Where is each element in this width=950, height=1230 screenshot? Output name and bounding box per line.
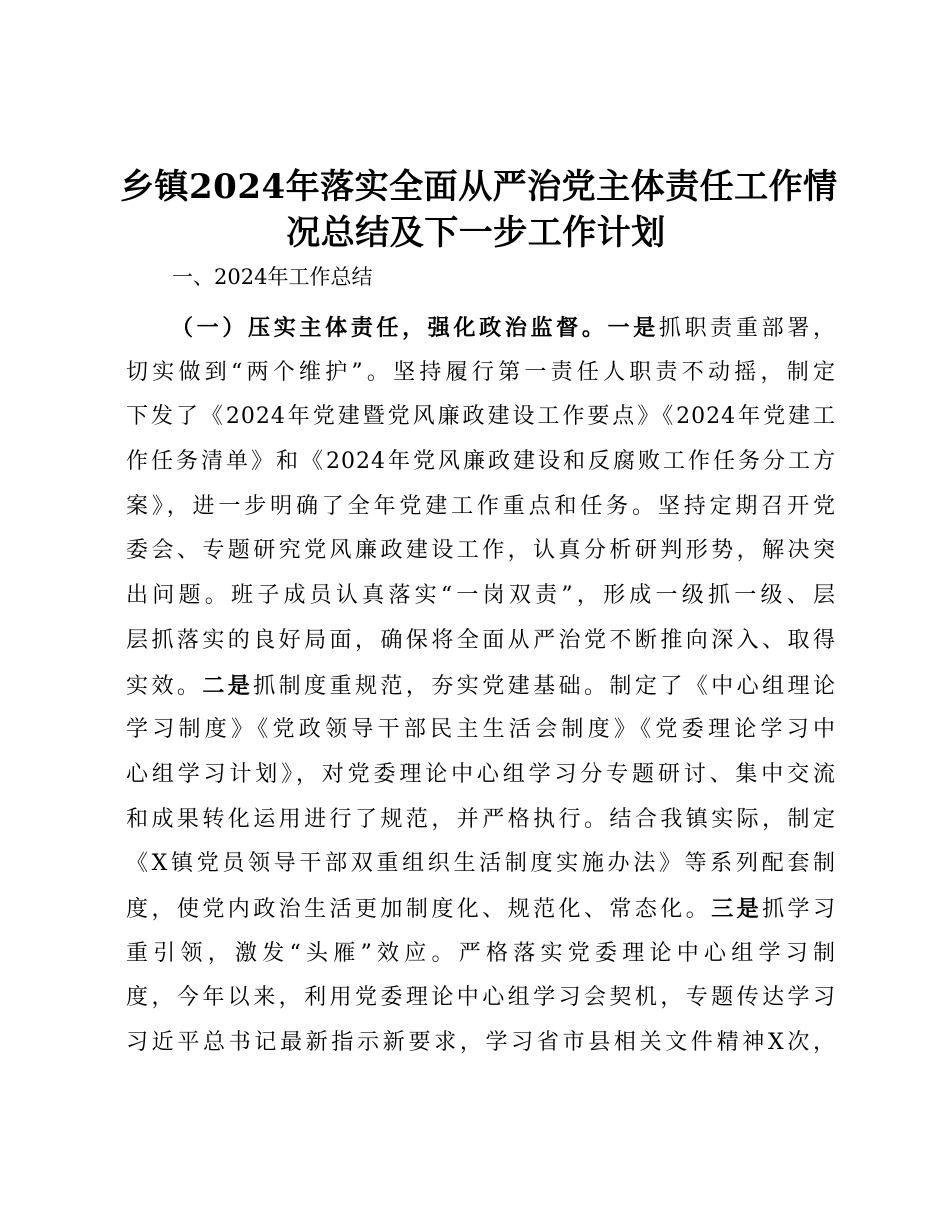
paragraph-line: 和成果转化运用进行了规范，并严格执行。结合我镇实际，制定 — [126, 806, 836, 832]
line-text: 度，使党内政治生活更加制度化、规范化、常态化。 — [126, 896, 712, 922]
paragraph-line — [126, 306, 836, 351]
paragraph-line: 习近平总书记最新指示新要求，学习省市县相关文件精神X次， — [126, 1030, 836, 1055]
document-title — [120, 164, 838, 256]
line-text: 抓制度重规范，夯实党建基础。制定了《中心组理论 — [253, 673, 836, 699]
paragraph-line: 心组学习计划》，对党委理论中心组学习分专题研讨、集中交流 — [126, 761, 836, 787]
section-heading: 一、2024年工作总结 — [172, 265, 373, 289]
paragraph-line: 下发了《2024年党建暨党风廉政建设工作要点》《2024年党建工 — [126, 404, 836, 430]
paragraph-line: 重引领，激发“头雁”效应。严格落实党委理论中心组学习制 — [126, 940, 836, 966]
line-text: 抓学习 — [762, 896, 836, 922]
title-line-2: 况总结及下一步工作计划 — [286, 213, 666, 253]
paragraph-line: 度，今年以来，利用党委理论中心组学习会契机，专题传达学习 — [126, 985, 836, 1011]
paragraph-line: 层抓落实的良好局面，确保将全面从严治党不断推向深入、取得 — [126, 627, 836, 653]
paragraph-line: 学习制度》《党政领导干部民主生活会制度》《党委理论学习中 — [126, 717, 836, 743]
subheading: （一）压实主体责任，强化政治监督。 — [171, 315, 608, 341]
title-line-1: 乡镇2024年落实全面从严治党主体责任工作情 — [120, 167, 838, 207]
line-text: 抓职责重部署， — [658, 316, 836, 341]
paragraph-line: 案》，进一步明确了全年党建工作重点和任务。坚持定期召开党 — [126, 493, 836, 519]
body-paragraph — [126, 306, 836, 1066]
second-label: 二是 — [202, 672, 254, 699]
first-label: 一是 — [607, 315, 659, 341]
paragraph-line — [126, 664, 836, 709]
paragraph-line: 《X镇党员领导干部双重组织生活制度实施办法》等系列配套制 — [126, 851, 836, 877]
paragraph-line: 作任务清单》和《2024年党风廉政建设和反腐败工作任务分工方 — [126, 449, 836, 475]
third-label: 三是 — [711, 895, 763, 922]
line-text: 实效。 — [126, 673, 203, 699]
paragraph-line: 切实做到“两个维护”。坚持履行第一责任人职责不动摇，制定 — [126, 359, 836, 385]
paragraph-line: 委会、专题研究党风廉政建设工作，认真分析研判形势，解决突 — [126, 538, 836, 564]
paragraph-line: 出问题。班子成员认真落实“一岗双责”，形成一级抓一级、层 — [126, 583, 836, 609]
paragraph-line — [126, 887, 836, 932]
